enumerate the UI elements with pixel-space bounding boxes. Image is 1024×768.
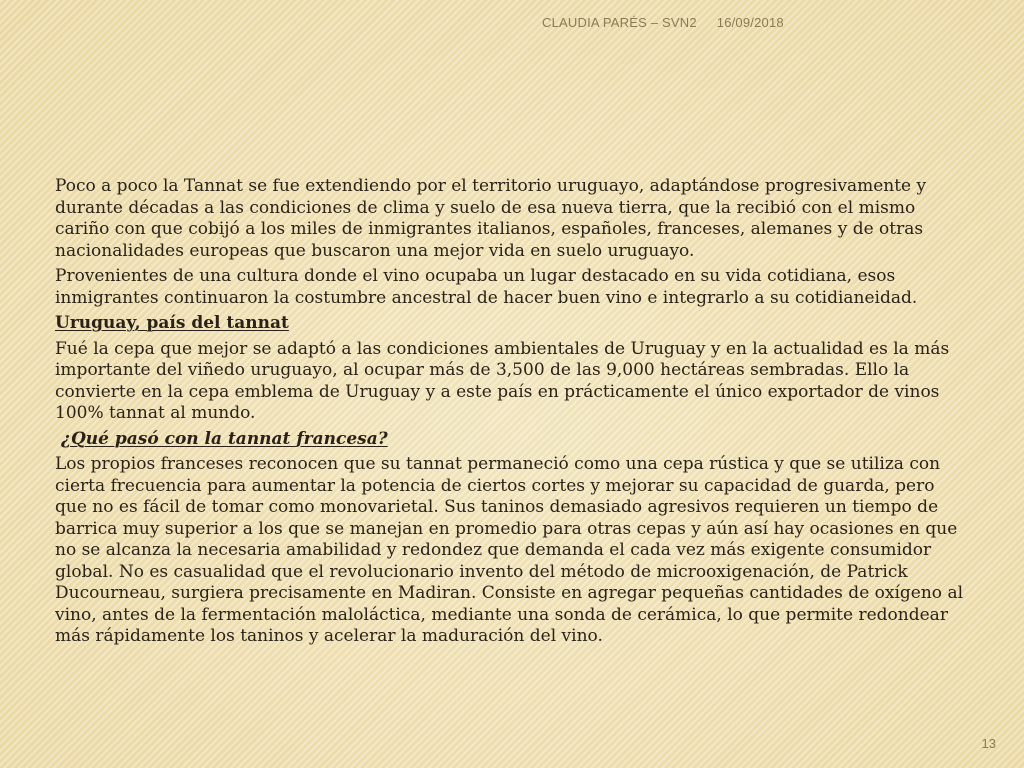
- heading-uruguay: [55, 313, 967, 335]
- heading-french-tannat: ¿Qué pasó con la tannat francesa?: [61, 428, 388, 449]
- slide-header: [542, 15, 784, 30]
- slide-body: [55, 176, 967, 652]
- page-number: 13: [981, 736, 996, 751]
- paragraph-french-tannat: Los propios franceses reconocen que su tannat permaneció como una cepa rústica y que se utiliza con cierta frecuencia para aumentar la potencia de ciertos cortes y mejorar su capacidad de guarda, pero que no es fácil de tomar como monovarietal. Sus taninos demasiado agresivos requieren un tiempo de barrica muy superior a los que se manejan en promedio para otras cepas y aún así hay ocasiones en que no se alcanza la necesaria amabilidad y redondez que demanda el cada vez más exigente consumidor global. No es casualidad que el revolucionario invento del método de microoxigenación, de Patrick Ducourneau, surgiera precisamente en Madiran. Consiste en agregar pequeñas cantidades de oxígeno al vino, antes de la fermentación maloláctica, mediante una sonda de cerámica, lo que permite redondear más rápidamente los taninos y acelerar la maduración del vino.: [55, 454, 964, 646]
- author-label: CLAUDIA PARÉS – SVN2: [542, 15, 697, 30]
- date-label: 16/09/2018: [716, 15, 784, 30]
- paragraph-cepa-adaptation: Fué la cepa que mejor se adaptó a las condiciones ambientales de Uruguay y en la actualidad es la más importante del viñedo uruguayo, al ocupar más de 3,500 de las 9,000 hectáreas sembradas. Ello la convierte en la cepa emblema de Uruguay y a este país en prácticamente el único exportador de vinos 100% tannat al mundo.: [55, 338, 950, 423]
- paragraph-immigrants: Provenientes de una cultura donde el vino ocupaba un lugar destacado en su vida cotidiana, esos inmigrantes continuaron la costumbre ancestral de hacer buen vino e integrarlo a su cotidianeidad.: [55, 266, 918, 308]
- heading-uruguay-text: Uruguay, país del tannat: [55, 313, 289, 333]
- paragraph-tannat-expansion: Poco a poco la Tannat se fue extendiendo por el territorio uruguayo, adaptándose progresivamente y durante décadas a las condiciones de clima y suelo de esa nueva tierra, que la recibió con el mismo cariño con que cobijó a los miles de inmigrantes italianos, españoles, franceses, alemanes y de otras nacionalidades europeas que buscaron una mejor vida en suelo uruguayo.: [55, 176, 927, 261]
